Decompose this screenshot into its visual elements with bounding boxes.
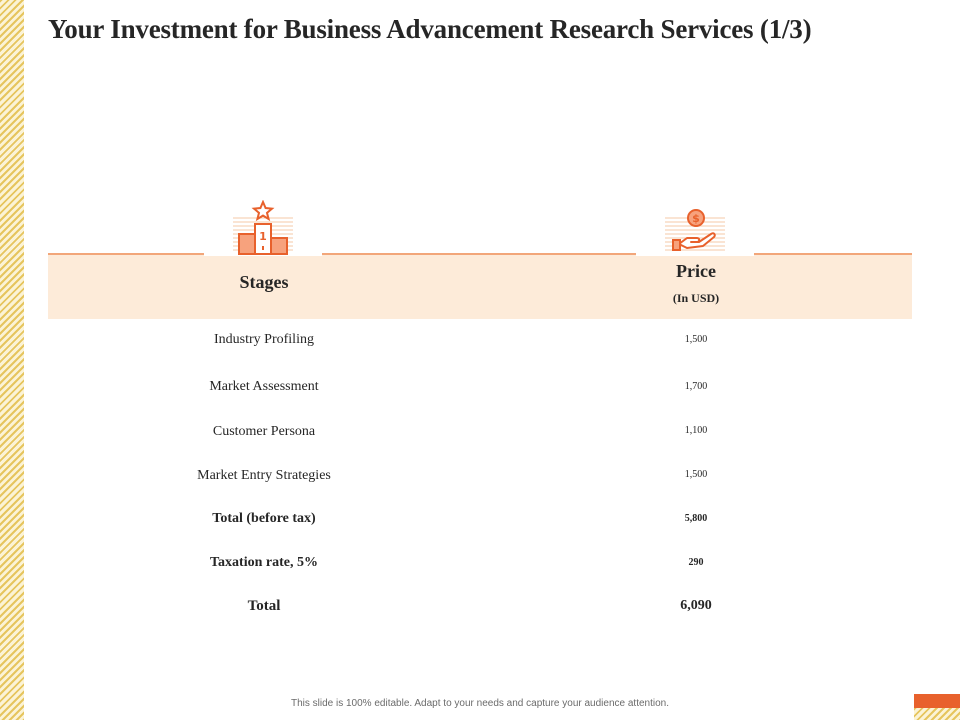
podium-number: 1 bbox=[259, 230, 267, 243]
price-row-value: 1,100 bbox=[684, 425, 708, 436]
price-row-value: 1,500 bbox=[684, 334, 708, 345]
stage-row-label: Market Entry Strategies bbox=[197, 468, 331, 483]
slide-title: Your Investment for Business Advancement Research Services (1/3) bbox=[48, 14, 812, 44]
stage-row-label: Industry Profiling bbox=[214, 332, 314, 347]
svg-text:$: $ bbox=[692, 212, 700, 225]
stage-row-label: Market Assessment bbox=[209, 379, 319, 394]
table-header-band bbox=[48, 253, 912, 319]
price-unit: (In USD) bbox=[672, 291, 720, 305]
total-value: 6,090 bbox=[680, 598, 712, 613]
total-label: Total bbox=[247, 598, 281, 614]
footer-note: This slide is 100% editable. Adapt to your needs and capture your audience attention. bbox=[290, 698, 670, 709]
left-decorative-stripe bbox=[0, 0, 24, 720]
price-row-value: 1,700 bbox=[684, 381, 708, 392]
tax-label: Taxation rate, 5% bbox=[210, 555, 318, 570]
subtotal-label: Total (before tax) bbox=[212, 511, 316, 526]
podium-star-icon bbox=[233, 200, 293, 260]
stages-header: Stages bbox=[239, 272, 289, 292]
subtotal-value: 5,800 bbox=[684, 513, 708, 524]
price-header: Price bbox=[676, 261, 716, 281]
stages-icon-box bbox=[204, 196, 322, 258]
hand-coin-icon bbox=[665, 200, 725, 260]
price-row-value: 1,500 bbox=[684, 469, 708, 480]
corner-decorative-stripe bbox=[914, 708, 960, 720]
stage-row-label: Customer Persona bbox=[212, 424, 316, 439]
price-icon-box bbox=[636, 196, 754, 258]
tax-value: 290 bbox=[688, 557, 704, 568]
